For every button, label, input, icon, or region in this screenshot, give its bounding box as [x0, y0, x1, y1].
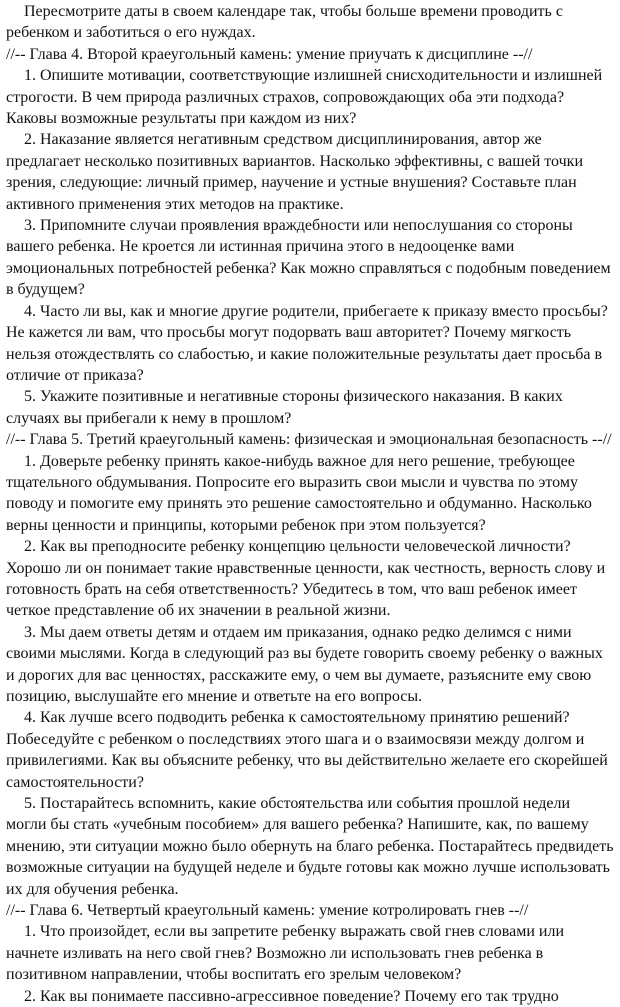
ch5-question-4: 4. Как лучше всего подводить ребенка к самостоятельному принятию решений? Побеседуйте с ребенком о последствиях этого шага и о взаимосвязи между долгом и привилегиями. Как вы объясните ребенку, что вы действительно желаете его скорейшей самостоятельности?	[6, 709, 608, 791]
paragraph-calendar: Пересмотрите даты в своем календаре так, чтобы больше времени проводить с ребенком и заботиться о его нуждах.	[6, 3, 563, 42]
ch4-question-5: 5. Укажите позитивные и негативные стороны физического наказания. В каких случаях вы прибегали к нему в прошлом?	[6, 388, 563, 427]
ch5-question-1: 1. Доверьте ребенку принять какое-нибудь важное для него решение, требующее тщательного обдумывания. Попросите его выразить свои мысли и чувства по этому поводу и помогите ему принять это решение самостоятельно и обдуманно. Насколько верны ценности и принципы, которыми ребенок при этом пользуется?	[6, 452, 592, 534]
ch6-question-2: 2. Как вы понимаете пассивно-агрессивное поведение? Почему его так трудно	[24, 987, 559, 1005]
chapter-5-heading: //-- Глава 5. Третий краеугольный камень: физическая и эмоциональная безопасность --//	[6, 431, 612, 449]
ch4-question-1: 1. Опишите мотивации, соответствующие излишней снисходительности и излишней строгости. В чем природа различных страхов, сопровождающих оба эти подхода? Каковы возможные результаты при каждом из них?	[6, 67, 603, 128]
ch5-question-3: 3. Мы даем ответы детям и отдаем им приказания, однако редко делимся с ними своими мыслями. Когда в следующий раз вы будете говорить своему ребенку о важных и дорогих для вас ценностях, расскажите ему, о чем вы думаете, разъясните ему свою позицию, выслушайте его мнение и ответьте на его вопросы.	[6, 623, 603, 705]
chapter-6-heading: //-- Глава 6. Четвертый краеугольный камень: умение котролировать гнев --//	[6, 902, 529, 920]
ch6-question-1: 1. Что произойдет, если вы запретите ребенку выражать свой гнев словами или начнете изливать на него свой гнев? Возможно ли использовать гнев ребенка в позитивном направлении, чтобы воспитать его зрелым человеком?	[6, 923, 564, 984]
ch5-question-5: 5. Постарайтесь вспомнить, какие обстоятельства или события прошлой недели могли бы стать «учебным пособием» для вашего ребенка? Напишите, как, по вашему мнению, эти ситуации можно было обернуть на благо ребенка. Постарайтесь предвидеть возможные ситуации на будущей неделе и будьте готовы как можно лучше использовать их для обучения ребенка.	[6, 795, 614, 898]
chapter-4-heading: //-- Глава 4. Второй краеугольный камень: умение приучать к дисциплине --//	[6, 45, 533, 63]
ch5-question-2: 2. Как вы преподносите ребенку концепцию цельности человеческой личности? Хорошо ли он понимает такие нравственные ценности, как честность, верность слову и готовность брать на себя ответственность? Убедитесь в том, что ваш ребенок имеет четкое представление об их значении в реальной жизни.	[6, 538, 606, 620]
ch4-question-2: 2. Наказание является негативным средством дисциплинирования, автор же предлагает несколько позитивных вариантов. Насколько эффективны, с вашей точки зрения, следующие: личный пример, научение и устные внушения? Составьте план активного применения этих методов на практике.	[6, 131, 583, 213]
ch4-question-4: 4. Часто ли вы, как и многие другие родители, прибегаете к приказу вместо просьбы? Не кажется ли вам, что просьбы могут подорвать ваш авторитет? Почему мягкость нельзя отождествлять со слабостью, и какие положительные результаты дает просьба в отличие от приказа?	[6, 302, 608, 384]
ch4-question-3: 3. Припомните случаи проявления враждебности или непослушания со стороны вашего ребенка. Не кроется ли истинная причина этого в недооценке вами эмоциональных потребностей ребенка? Как можно справляться с подобным поведением в будущем?	[6, 217, 611, 299]
